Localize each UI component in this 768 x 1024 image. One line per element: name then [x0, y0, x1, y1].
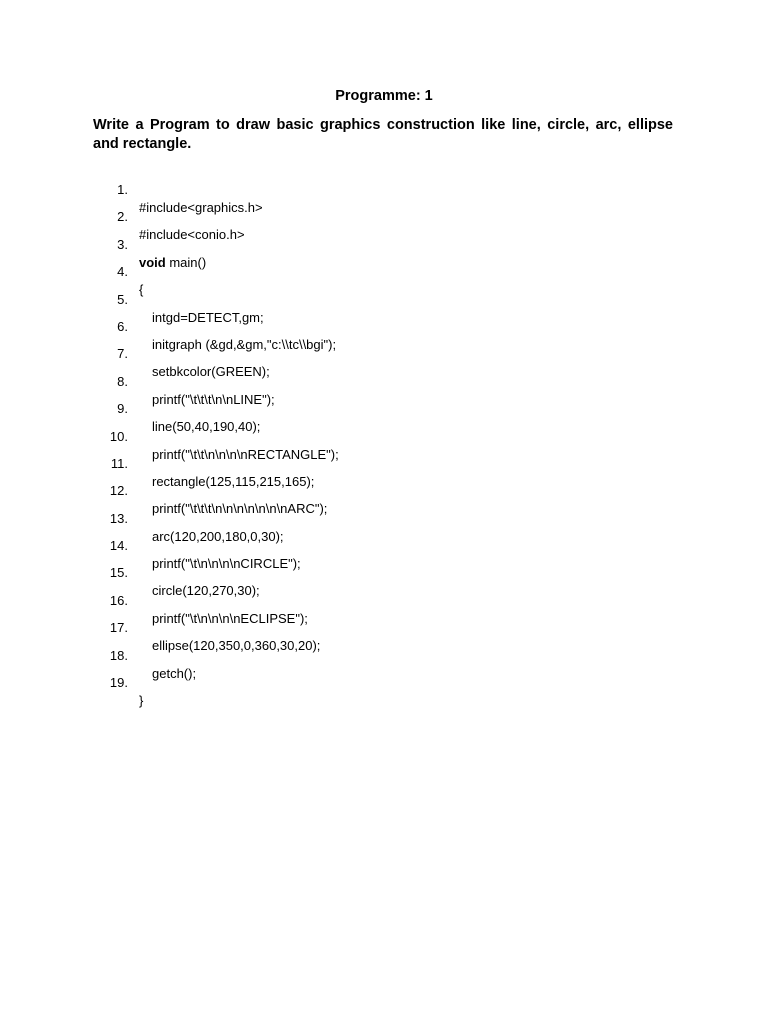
code-line [0, 300, 768, 352]
line-code-text: #include<graphics.h> [139, 200, 263, 215]
line-code-text: intgd=DETECT,gm; [152, 309, 264, 325]
line-number: 12. [109, 483, 128, 499]
code-line [0, 382, 768, 435]
line-number: 17. [109, 620, 128, 636]
line-code-text: rectangle(125,115,215,165); [152, 473, 315, 489]
line-code-text: printf("\t\n\n\n\nECLIPSE"); [152, 610, 308, 626]
code-line [0, 574, 768, 626]
line-number: 1. [117, 182, 128, 197]
line-number: 16. [109, 592, 128, 608]
line-code-text: printf("\t\t\t\n\n\n\n\n\n\nARC"); [152, 501, 328, 517]
line-code-text: { [139, 282, 144, 298]
line-number: 8. [117, 373, 128, 389]
code-line [0, 656, 768, 709]
code-line [0, 163, 768, 215]
code-line [0, 546, 768, 599]
line-number: 19. [109, 675, 128, 691]
line-number: 11. [110, 455, 128, 471]
keyword-void: void [139, 254, 166, 270]
line-number: 10. [109, 428, 128, 444]
code-line [0, 190, 768, 243]
line-code-text: arc(120,200,180,0,30); [152, 528, 284, 544]
code-line [0, 492, 768, 544]
code-line [0, 218, 768, 270]
line-code-text: line(50,40,190,40); [152, 419, 261, 435]
line-code-text: printf("\t\n\n\n\nCIRCLE"); [152, 556, 301, 572]
code-line [0, 437, 768, 489]
programme-title: Programme: 1 [335, 88, 433, 104]
code-line [0, 601, 768, 654]
line-number: 9. [117, 401, 128, 417]
line-code-text: getch(); [152, 665, 197, 681]
line-code [139, 692, 143, 710]
line-code-text: ellipse(120,350,0,360,30,20); [152, 638, 321, 654]
line-number: 2. [117, 209, 128, 225]
task-description: Write a Program to draw basic graphics construction like line, circle, arc, ellipse and rectangle. [93, 117, 673, 152]
line-code-text: printf("\t\t\t\n\nLINE"); [152, 391, 275, 407]
code-line [0, 464, 768, 517]
code-line [0, 410, 768, 462]
code-line [0, 273, 768, 325]
line-code-text: #include<conio.h> [139, 227, 245, 243]
line-number: 7. [117, 346, 128, 362]
code-line [0, 245, 768, 298]
line-code-text: initgraph (&gd,&gm,"c:\\tc\\bgi"); [152, 336, 337, 352]
code-line [0, 327, 768, 380]
code-listing [0, 163, 768, 709]
code-line [0, 629, 768, 681]
line-number: 4. [117, 264, 128, 280]
line-code-text: main() [165, 254, 207, 270]
code-line [0, 519, 768, 572]
line-code-text: circle(120,270,30); [152, 583, 260, 599]
line-number: 13. [109, 510, 128, 526]
line-number: 14. [109, 538, 128, 554]
line-code-text: printf("\t\t\n\n\n\nRECTANGLE"); [152, 446, 339, 462]
line-code-text: } [139, 693, 144, 709]
line-number: 15. [109, 565, 128, 581]
line-number: 6. [117, 318, 128, 334]
code-line [0, 355, 768, 407]
line-number: 18. [109, 647, 128, 663]
line-code-text: setbkcolor(GREEN); [152, 364, 270, 380]
line-number: 3. [117, 236, 128, 252]
line-number: 5. [117, 291, 128, 307]
